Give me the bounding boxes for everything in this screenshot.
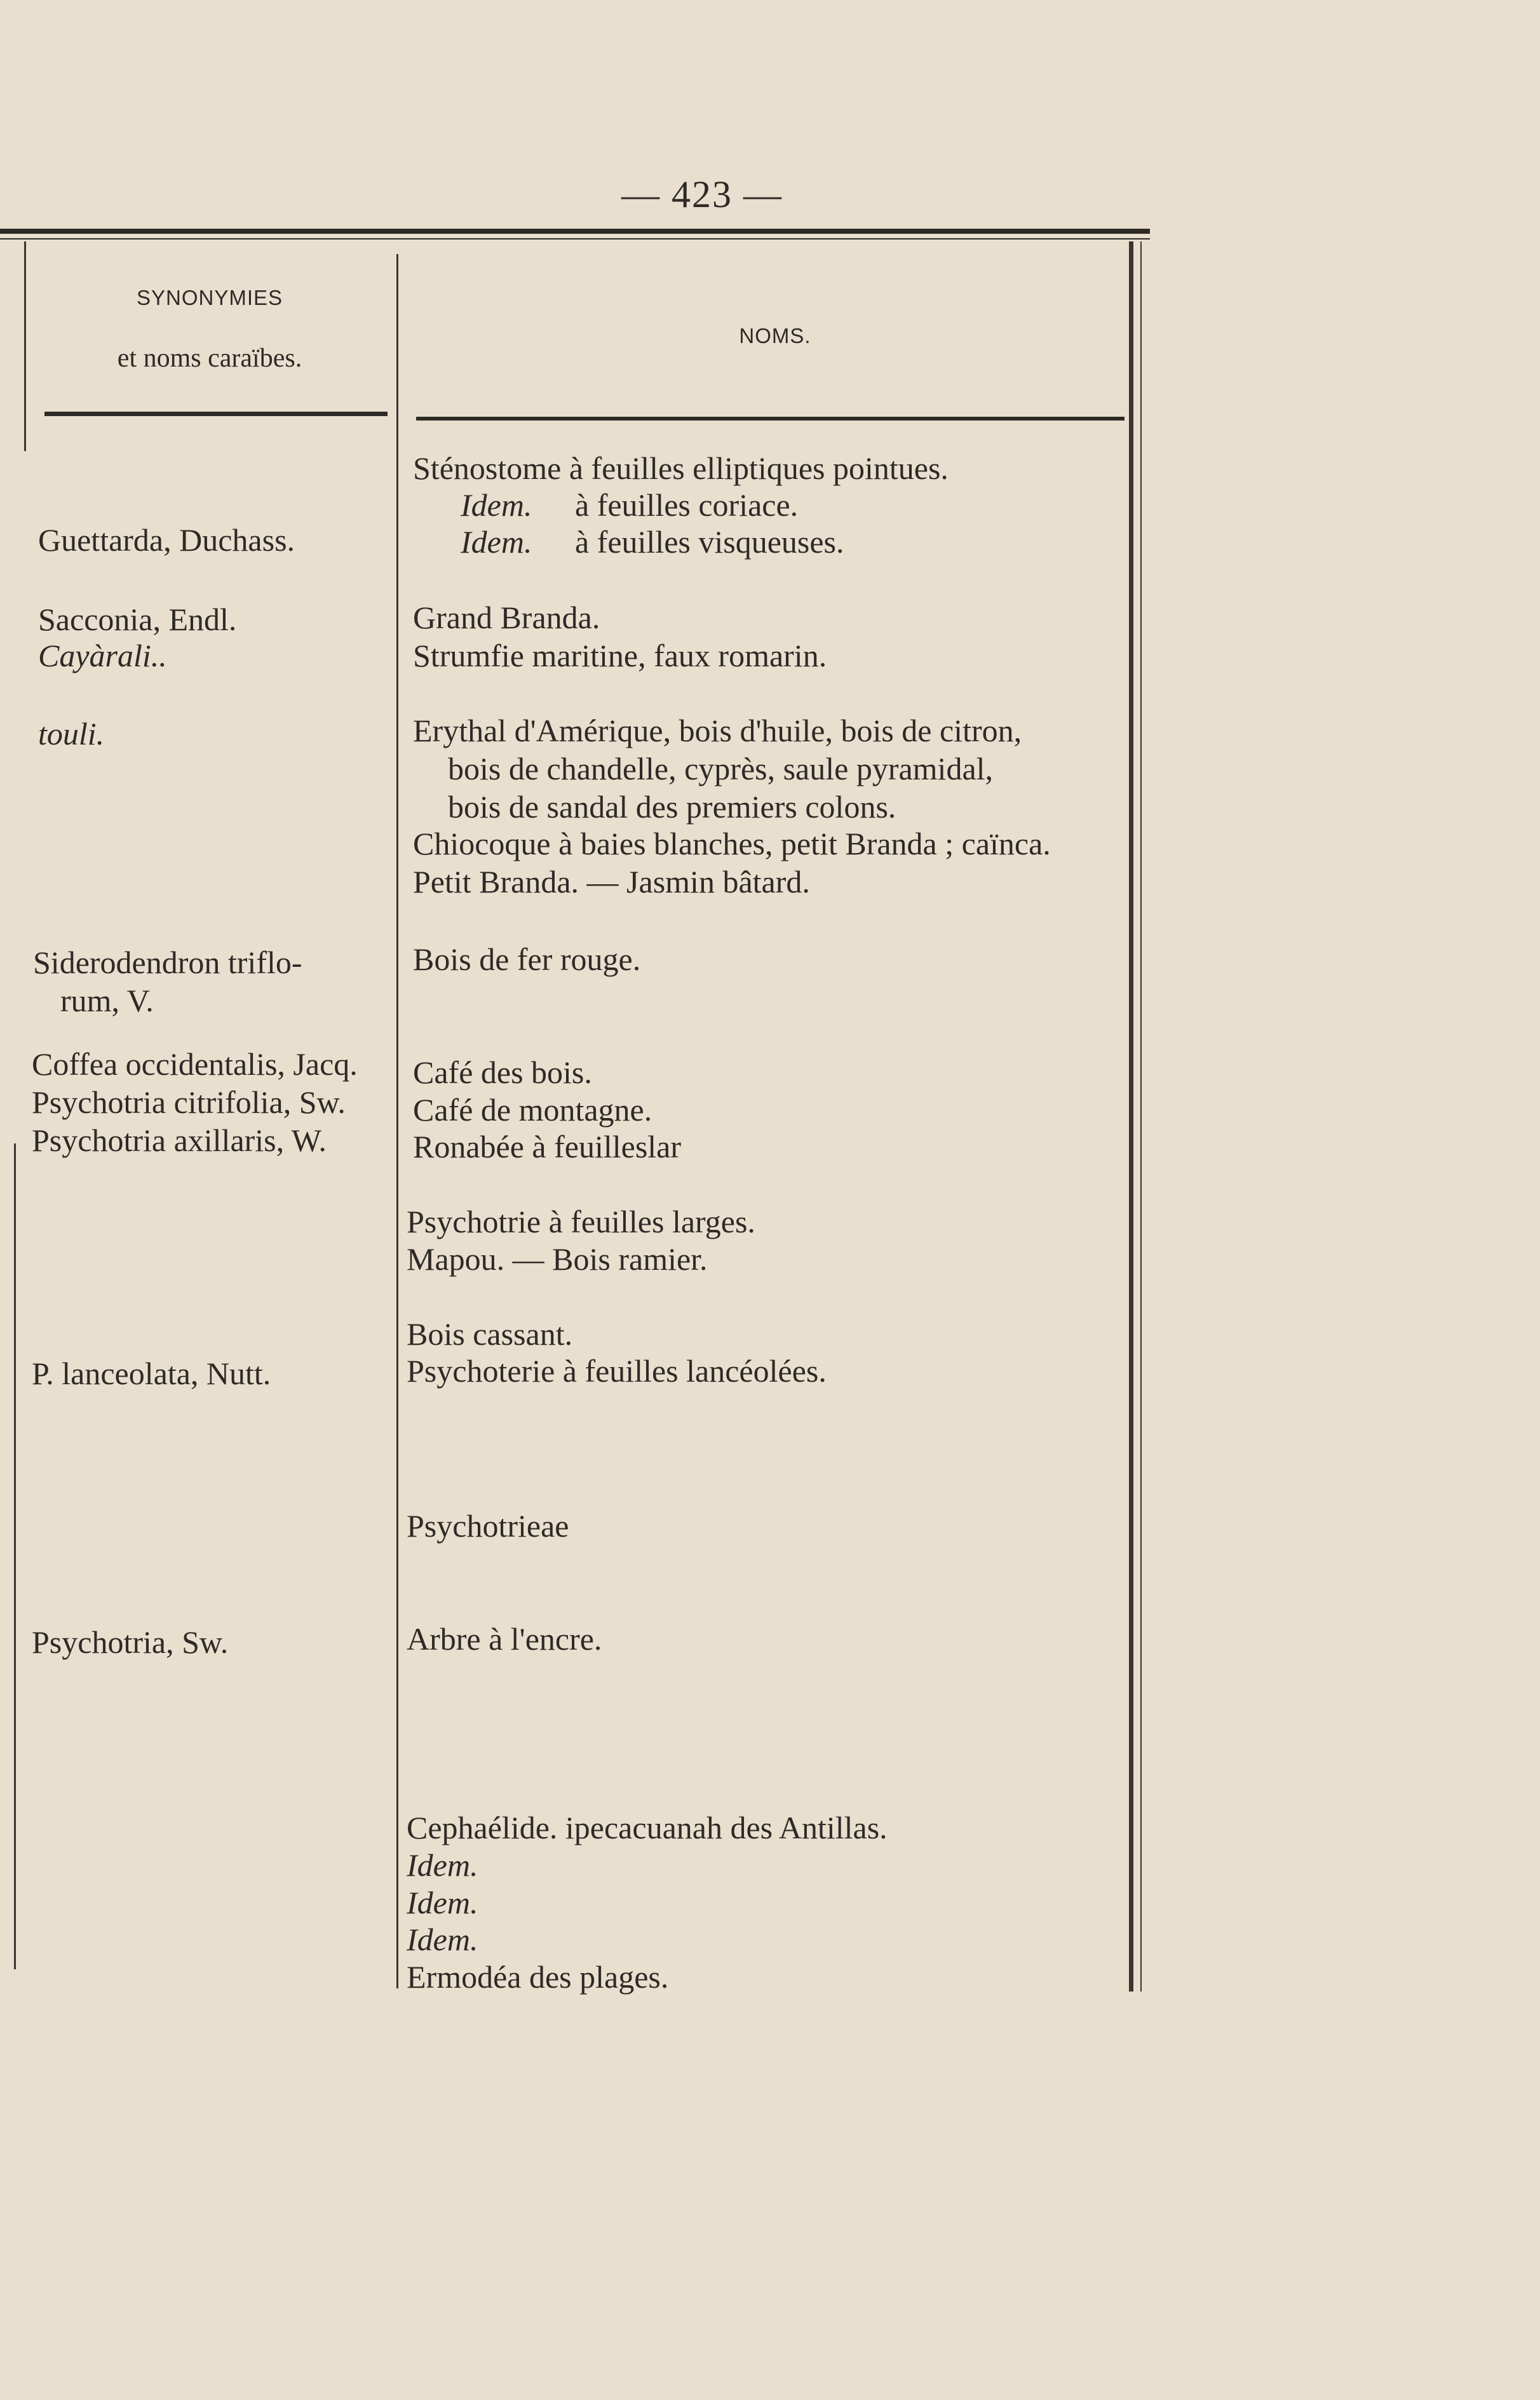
left-entry: Psychotria, Sw. bbox=[32, 1624, 229, 1660]
left-entry: Psychotria citrifolia, Sw. bbox=[32, 1084, 346, 1120]
right-entry: Grand Branda. bbox=[413, 600, 600, 635]
right-entry: Arbre à l'encre. bbox=[407, 1621, 602, 1657]
page-number: — 423 — bbox=[621, 173, 783, 215]
right-entry: Bois de fer rouge. bbox=[413, 941, 641, 977]
left-entry: Psychotria axillaris, W. bbox=[32, 1122, 327, 1158]
left-entry: touli. bbox=[38, 716, 105, 752]
right-entry: à feuilles coriace. bbox=[575, 487, 799, 523]
left-entry: Cayàrali.. bbox=[38, 638, 167, 673]
left-entry: P. lanceolata, Nutt. bbox=[32, 1356, 271, 1391]
left-border bbox=[24, 241, 26, 451]
right-entry: bois de sandal des premiers colons. bbox=[448, 789, 896, 825]
right-entry: Idem. bbox=[407, 1922, 478, 1957]
right-entry: Bois cassant. bbox=[407, 1316, 573, 1352]
header-rule-left bbox=[44, 412, 388, 416]
header-synonymies: SYNONYMIES bbox=[136, 286, 283, 309]
right-border-outer bbox=[1140, 241, 1142, 1992]
right-entry: Café des bois. bbox=[413, 1055, 592, 1090]
left-entry: rum, V. bbox=[60, 983, 154, 1018]
right-entry: Ronabée à feuilleslar bbox=[413, 1129, 682, 1164]
right-entry: Mapou. — Bois ramier. bbox=[407, 1241, 708, 1277]
right-entry: Petit Branda. — Jasmin bâtard. bbox=[413, 864, 810, 900]
right-entry: Idem. bbox=[407, 1885, 478, 1920]
right-entry: Ermodéa des plages. bbox=[407, 1959, 669, 1995]
left-entry: Guettarda, Duchass. bbox=[38, 522, 295, 558]
right-entry: Psychotrie à feuilles larges. bbox=[407, 1204, 755, 1239]
top-rule bbox=[0, 229, 1150, 234]
left-entry: Coffea occidentalis, Jacq. bbox=[32, 1046, 358, 1082]
right-entry: Sténostome à feuilles elliptiques pointues. bbox=[413, 450, 949, 486]
right-entry: à feuilles visqueuses. bbox=[575, 524, 844, 560]
right-entry: Psychoterie à feuilles lancéolées. bbox=[407, 1353, 827, 1389]
right-entry: Erythal d'Amérique, bois d'huile, bois de citron, bbox=[413, 713, 1022, 748]
right-entry: Chiocoque à baies blanches, petit Branda ; caïnca. bbox=[413, 826, 1051, 861]
right-entry: Cephaélide. ipecacuanah des Antillas. bbox=[407, 1810, 888, 1845]
column-divider bbox=[396, 254, 398, 1988]
top-rule-thin bbox=[0, 238, 1150, 239]
header-noms: NOMS. bbox=[739, 324, 811, 347]
right-entry: Idem. bbox=[407, 1847, 478, 1883]
right-entry: bois de chandelle, cyprès, saule pyramidal, bbox=[448, 751, 994, 786]
right-border bbox=[1129, 241, 1133, 1992]
left-border-lower bbox=[14, 1143, 16, 1969]
right-entry: Idem. bbox=[461, 524, 532, 560]
left-entry: Sacconia, Endl. bbox=[38, 602, 237, 637]
right-entry: Idem. bbox=[461, 487, 532, 523]
left-entry: Siderodendron triflo- bbox=[33, 945, 302, 980]
header-synonymies-sub: et noms caraïbes. bbox=[117, 344, 302, 373]
right-entry: Psychotrieae bbox=[407, 1508, 569, 1544]
right-entry: Café de montagne. bbox=[413, 1092, 652, 1128]
header-rule-right bbox=[416, 417, 1125, 421]
right-entry: Strumfie maritine, faux romarin. bbox=[413, 638, 827, 673]
